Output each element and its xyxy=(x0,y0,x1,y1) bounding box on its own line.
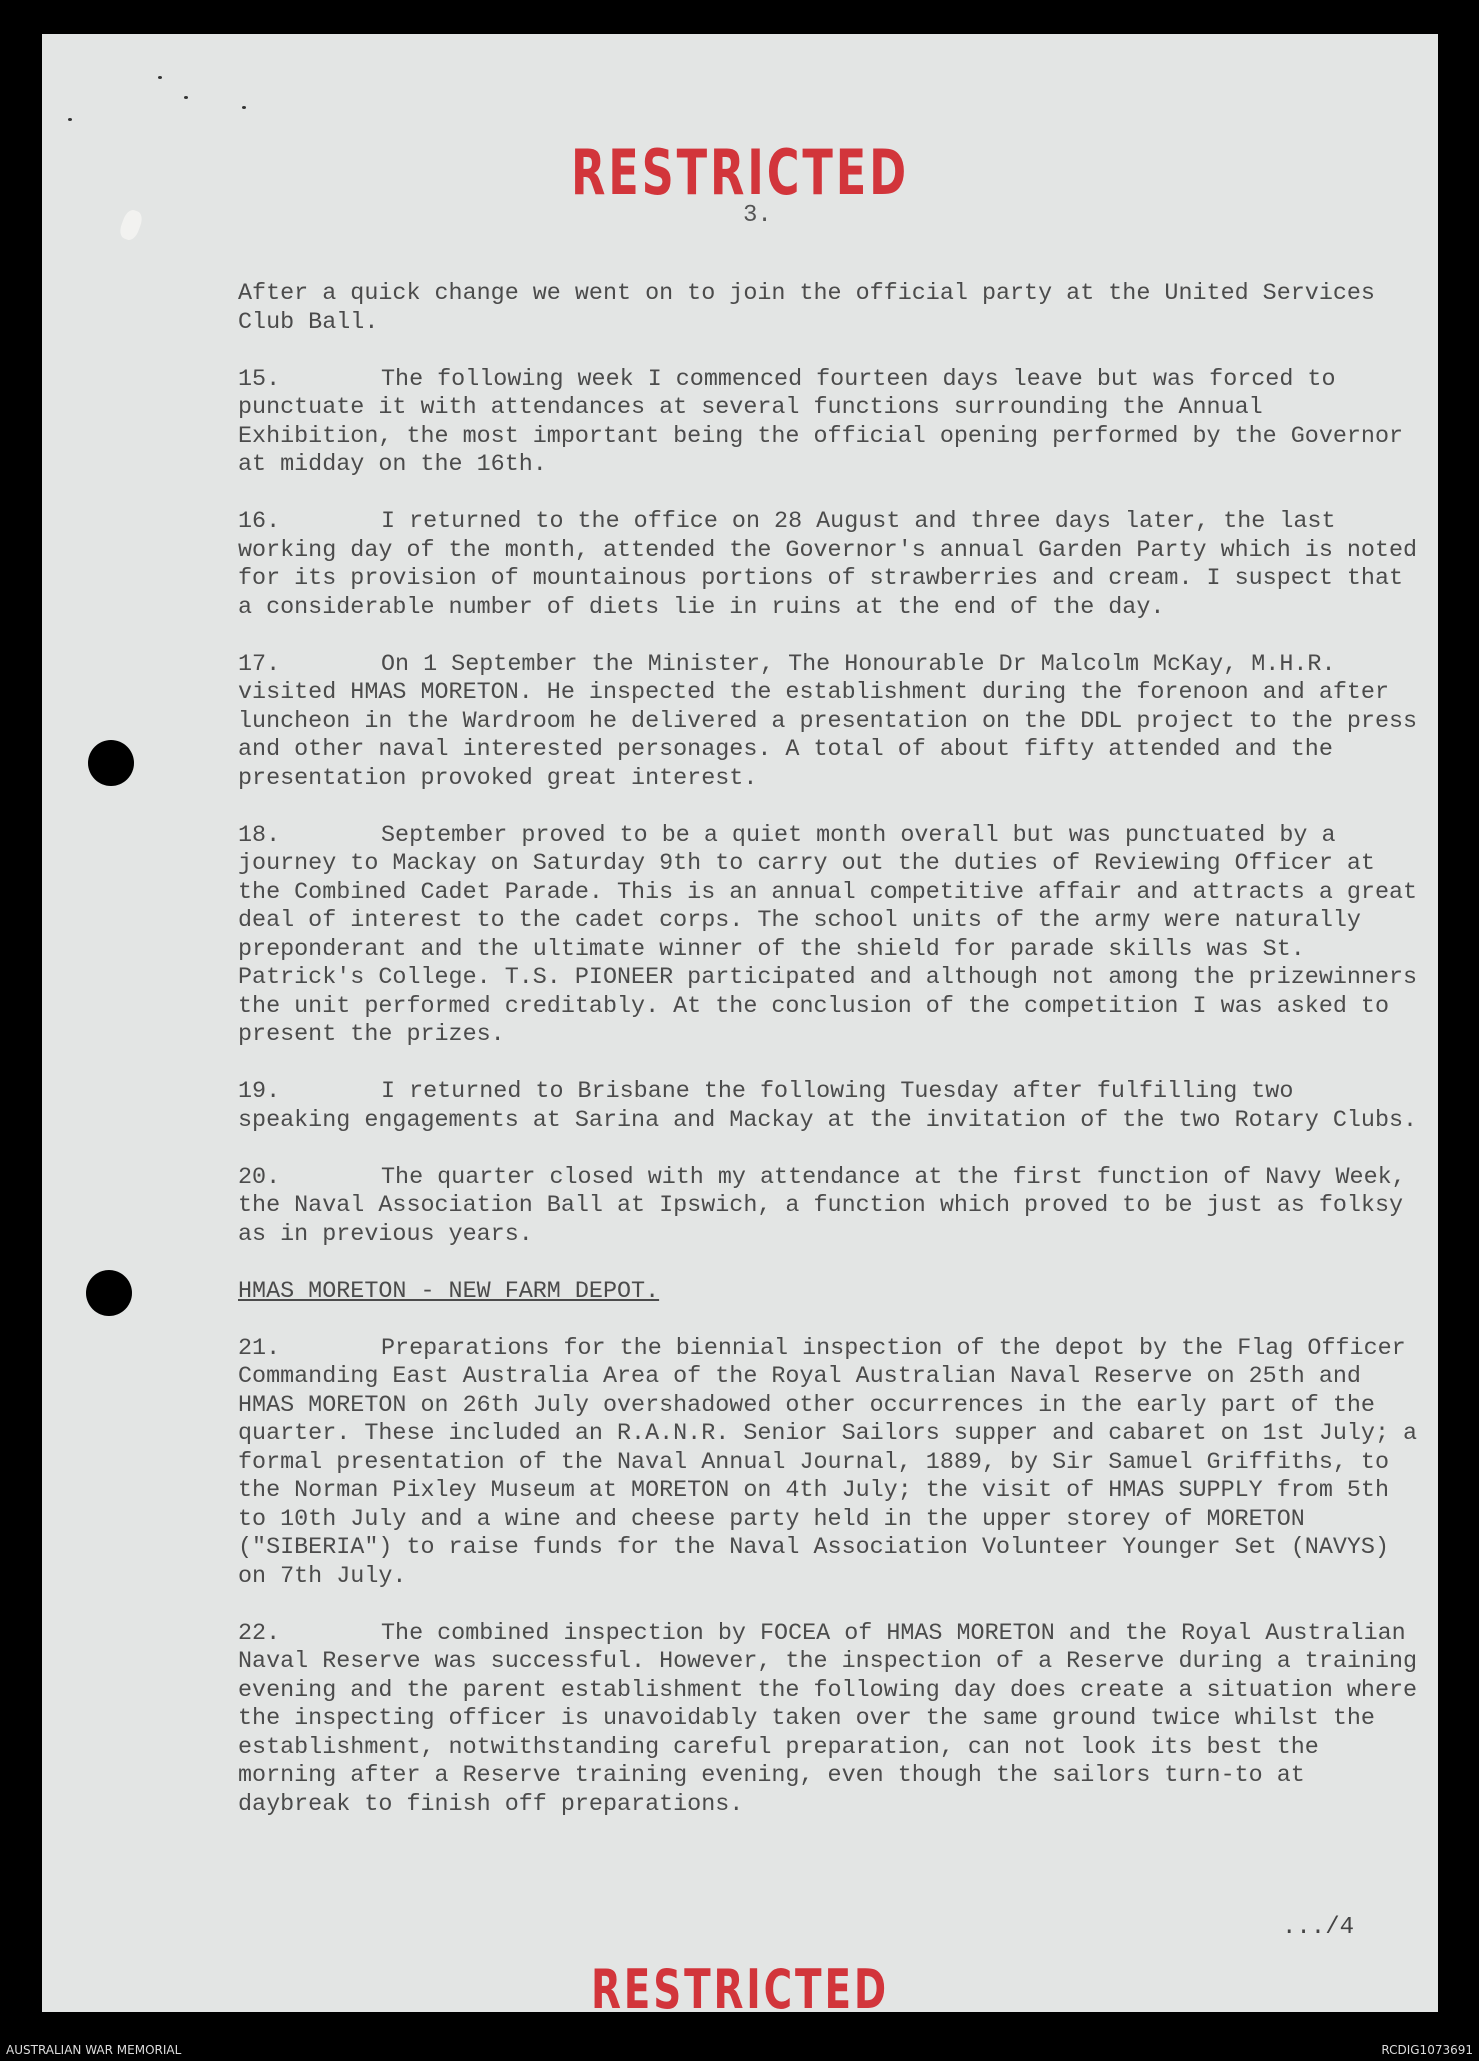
speck xyxy=(184,96,188,99)
speck xyxy=(68,118,72,121)
paragraph-continued: After a quick change we went on to join the official party at the United Services Club Ball. xyxy=(238,281,1375,336)
paragraph-number: 15. xyxy=(238,366,281,393)
body-text xyxy=(238,280,1418,1848)
restricted-stamp-top: RESTRICTED xyxy=(570,136,910,209)
paragraph-number: 18. xyxy=(238,822,281,849)
paragraph-number: 22. xyxy=(238,1620,281,1647)
paragraph-19: 19. I returned to Brisbane the following Tuesday after fulfilling two speaking engagements at Sarina and Mackay at the invitation of the two Rotary Clubs. xyxy=(238,1079,1418,1134)
footer-source: AUSTRALIAN WAR MEMORIAL xyxy=(6,2043,182,2057)
paragraph-17: 17. On 1 September the Minister, The Honourable Dr Malcolm McKay, M.H.R. visited HMAS MORETON. He inspected the establishment during the forenoon and after luncheon in the Wardroom he delivered a presentation on the DDL project to the press and other naval interested personages. A total of about fifty attended and the presentation provoked great interest. xyxy=(238,651,1418,792)
paragraph-16: 16. I returned to the office on 28 August and three days later, the last working day of the month, attended the Governor's annual Garden Party which is noted for its provision of mountainous portions of strawberries and cream. I suspect that a considerable number of diets lie in ruins at the end of the day. xyxy=(238,509,1418,621)
paragraph-15: 15. The following week I commenced fourteen days leave but was forced to punctuate it with attendances at several functions surrounding the Annual Exhibition, the most important being the official opening performed by the Governor at midday on the 16th. xyxy=(238,366,1404,478)
paragraph-number: 19. xyxy=(238,1079,281,1105)
punch-hole-top xyxy=(88,740,134,786)
speck xyxy=(158,76,162,79)
continuation-marker: .../4 xyxy=(1282,1914,1355,1941)
paragraph-number: 17. xyxy=(238,651,281,678)
paragraph-20: 20. The quarter closed with my attendance at the first function of Navy Week, the Naval Association Ball at Ipswich, a function which proved to be just as folksy as in previous years. xyxy=(238,1164,1406,1248)
footer-record-id: RCDIG1073691 xyxy=(1381,2043,1473,2057)
paragraph-21: 21. Preparations for the biennial inspection of the depot by the Flag Officer Commanding East Australia Area of the Royal Australian Naval Reserve on 25th and HMAS MORETON on 26th July overshadowed other occurrences in the early part of the quarter. These included an R.A.N.R. Senior Sailors supper and cabaret on 1st July; a formal presentation of the Naval Annual Journal, 1889, by Sir Samuel Griffiths, to the Norman Pixley Museum at MORETON on 4th July; the visit of HMAS SUPPLY from 5th to 10th July and a wine and cheese party held in the upper storey of MORETON ("SIBERIA") to raise funds for the Naval Association Volunteer Younger Set (NAVYS) on 7th July. xyxy=(238,1335,1418,1590)
paragraph-number: 21. xyxy=(238,1335,281,1362)
section-heading: HMAS MORETON - NEW FARM DEPOT. xyxy=(238,1278,660,1305)
paragraph-18: 18. September proved to be a quiet month overall but was punctuated by a journey to Mackay on Saturday 9th to carry out the duties of Reviewing Officer at the Combined Cadet Parade. This is an annual competitive affair and attracts a great deal of interest to the cadet corps. The school units of the army were naturally preponderant and the ultimate winner of the shield for parade skills was St. Patrick's College. T.S. PIONEER participated and although not among the prizewinners the unit performed creditably. At the conclusion of the competition I was asked to present the prizes. xyxy=(238,822,1418,1048)
footer-bar xyxy=(0,2040,1479,2061)
punch-hole-bottom xyxy=(86,1270,132,1316)
speck xyxy=(242,106,246,109)
paragraph-number: 16. xyxy=(238,509,281,535)
paragraph-number: 20. xyxy=(238,1164,281,1191)
paper-smudge xyxy=(117,208,144,242)
paragraph-22: 22. The combined inspection by FOCEA of HMAS MORETON and the Royal Australian Naval Reserve was successful. However, the inspection of a Reserve during a training evening and the parent establishment the following day does create a situation where the inspecting officer is unavoidably taken over the same ground twice whilst the establishment, notwithstanding careful preparation, can not look its best the morning after a Reserve training evening, even though the sailors turn-to at daybreak to finish off preparations. xyxy=(238,1620,1418,1818)
restricted-stamp-bottom: RESTRICTED xyxy=(590,1958,890,2021)
page-number: 3. xyxy=(743,202,772,229)
